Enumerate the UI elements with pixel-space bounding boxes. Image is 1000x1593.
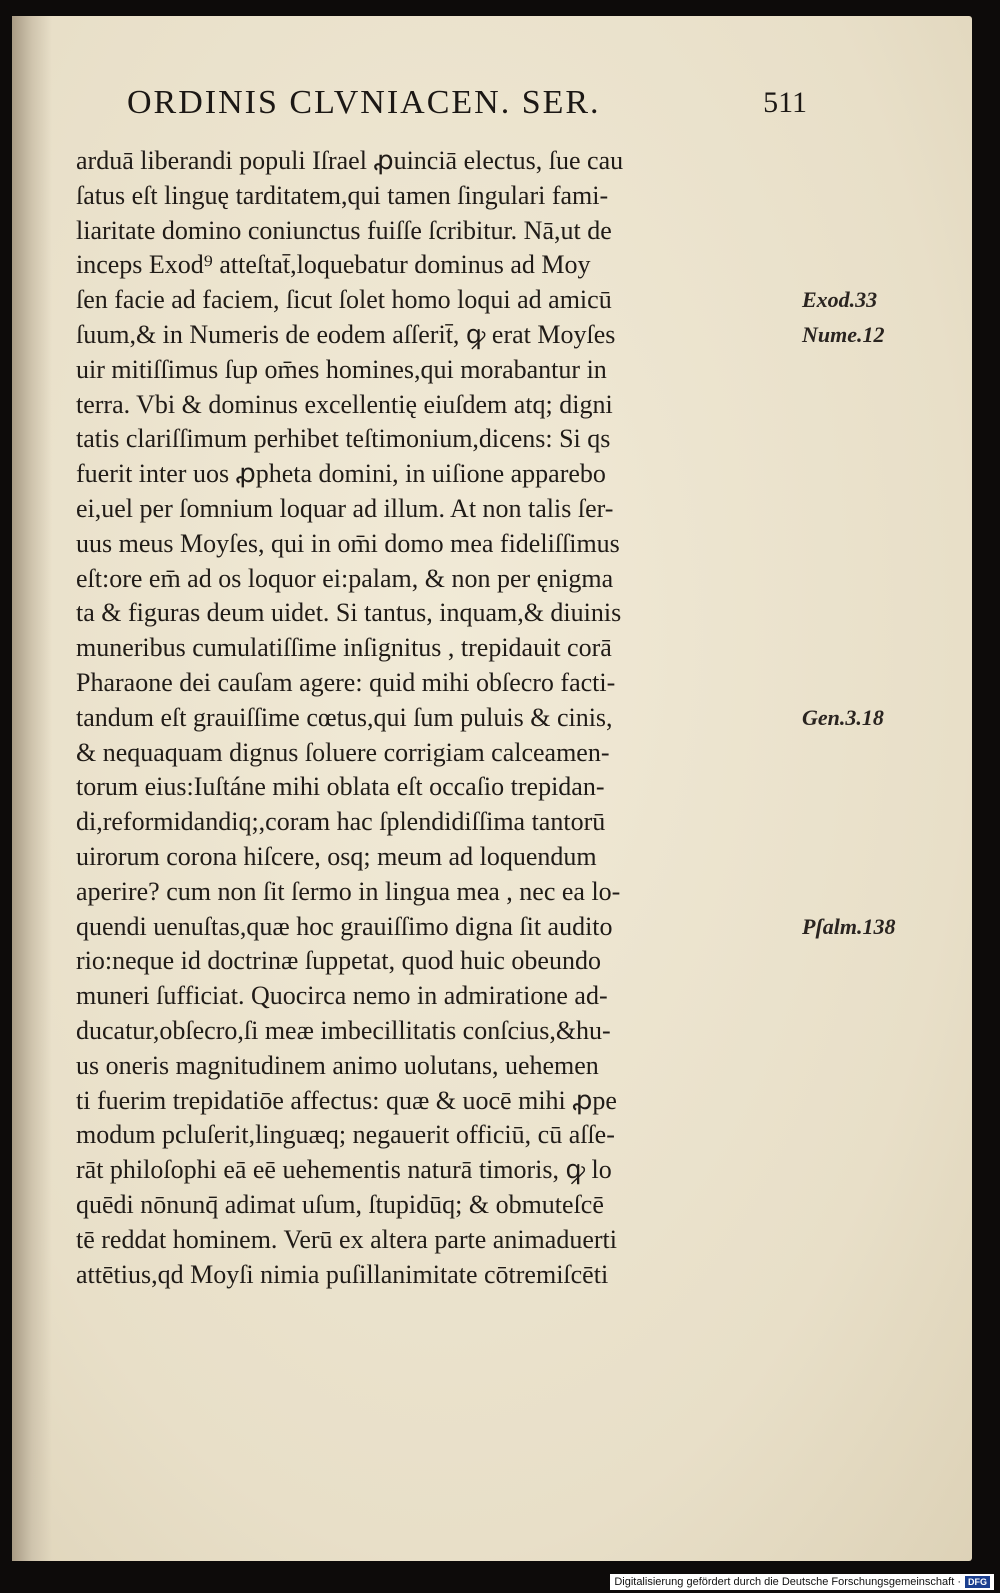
text-line: muneribus cumulatiſſime inſignitus , trepidauit corā — [76, 633, 612, 663]
text-line: us oneris magnitudinem animo uolutans, uehemen — [76, 1050, 599, 1080]
text-line: di,reformidandiq;,coram hac ſplendidiſſima tantorū — [76, 807, 606, 837]
text-line: attētius,qd Moyſi nimia puſillanimitate cōtremiſcēti — [76, 1259, 609, 1289]
text-line: aperire? cum non ſit ſermo in lingua mea , nec ea lo- — [76, 876, 621, 906]
text-line: tandum eſt grauiſſime cœtus,qui ſum puluis & cinis, — [76, 702, 613, 732]
page-gutter-shadow — [12, 16, 52, 1561]
text-line: uirorum corona hiſcere, osq; meum ad loquendum — [76, 841, 597, 871]
marginal-note: Exod.33 — [802, 287, 878, 313]
text-line: arduā liberandi populi Iſrael ꝓuinciā electus, ſue cau — [76, 146, 624, 175]
page-header — [127, 84, 807, 134]
text-line: liaritate domino coniunctus fuiſſe ſcribitur. Nā,ut de — [76, 215, 612, 245]
text-line: tatis clariſſimum perhibet teſtimonium,dicens: Si qs — [76, 424, 611, 454]
text-line: rio:neque id doctrinæ ſuppetat, quod huic obeundo — [76, 946, 601, 976]
text-line: ſen facie ad faciem, ſicut ſolet homo loqui ad amicū — [76, 285, 612, 315]
running-head: ORDINIS CLVNIACEN. SER. — [127, 84, 601, 121]
text-line: torum eius:Iuſtáne mihi oblata eſt occaſio trepidan- — [76, 772, 605, 802]
text-line: uus meus Moyſes, qui in om̄i domo mea fideliſſimus — [76, 528, 620, 558]
text-line: muneri ſufficiat. Quocirca nemo in admiratione ad- — [76, 981, 608, 1011]
main-text-block — [76, 144, 786, 1292]
text-line: rāt philoſophi eā eē uehementis naturā timoris, ꝙ lo — [76, 1155, 612, 1185]
text-line: ſatus eſt linguę tarditatem,qui tamen ſingulari fami- — [76, 180, 609, 210]
text-line: terra. Vbi & dominus excellentię eiuſdem atq; digni — [76, 389, 613, 419]
text-line: inceps Exod⁹ atteſtat̄,loquebatur dominus ad Moy — [76, 250, 591, 280]
marginal-note: Nume.12 — [802, 322, 885, 347]
text-line: ta & figuras deum uidet. Si tantus, inquam,& diuinis — [76, 598, 622, 628]
folio-number: 511 — [763, 86, 807, 119]
text-line: tē reddat hominem. Verū ex altera parte animaduerti — [76, 1224, 617, 1254]
text-line: fuerit inter uos ꝓpheta domini, in uiſione apparebo — [76, 459, 606, 489]
text-line: & nequaquam dignus ſoluere corrigiam calceamen- — [76, 737, 610, 767]
digitization-footer — [610, 1574, 994, 1590]
marginal-note: Gen.3.18 — [802, 704, 884, 730]
book-page — [12, 16, 972, 1561]
text-line: Pharaone dei cauſam agere: quid mihi obſecro facti- — [76, 667, 616, 697]
text-line: ti fuerim trepidatiōe affectus: quæ & uocē mihi ꝓpe — [76, 1085, 617, 1115]
text-line: ſuum,& in Numeris de eodem aſſerit̄, ꝙ erat Moyſes — [76, 319, 616, 349]
footer-credit: Digitalisierung gefördert durch die Deutsche Forschungsgemeinschaft · — [614, 1576, 961, 1588]
text-line: ducatur,obſecro,ſi meæ imbecillitatis conſcius,&hu- — [76, 1015, 611, 1045]
text-line: eſt:ore em̄ ad os loquor ei:palam, & non per ęnigma — [76, 563, 614, 593]
text-line: ei,uel per ſomnium loquar ad illum. At non talis ſer- — [76, 493, 614, 523]
text-line: quēdi nōnunq̄ adimat uſum, ſtupidūq; & obmuteſcē — [76, 1189, 604, 1219]
text-line: uir mitiſſimus ſup om̄es homines,qui morabantur in — [76, 354, 607, 384]
marginal-note: Pſalm.138 — [802, 913, 896, 939]
dfg-logo: DFG — [965, 1576, 990, 1588]
text-line: modum pcluſerit,linguæq; negauerit officiū, cū aſſe- — [76, 1120, 615, 1150]
text-line: quendi uenuſtas,quæ hoc grauiſſimo digna ſit audito — [76, 911, 613, 941]
